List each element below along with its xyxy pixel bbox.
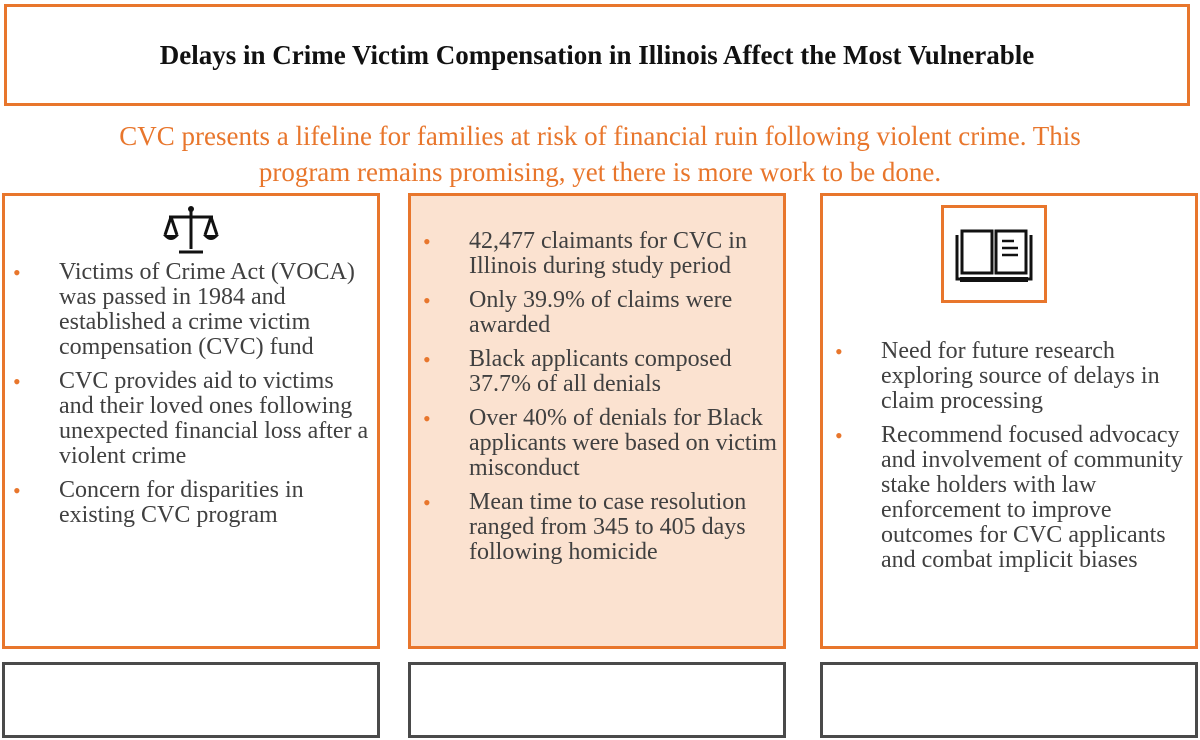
list-item bbox=[419, 288, 777, 338]
middle-panel bbox=[408, 193, 786, 649]
list-item bbox=[419, 406, 777, 481]
left-bullet-list bbox=[9, 260, 371, 537]
list-item bbox=[9, 369, 371, 469]
bullet-icon: • bbox=[423, 229, 431, 254]
list-item bbox=[9, 260, 371, 360]
list-item-text: Mean time to case resolution ranged from 345 to 405 days following homicide bbox=[469, 489, 747, 565]
list-item-text: Need for future research exploring source of delays in claim processing bbox=[881, 338, 1160, 414]
list-item bbox=[419, 229, 777, 279]
bullet-icon: • bbox=[423, 406, 431, 431]
list-item-text: Victims of Crime Act (VOCA) was passed in 1984 and established a crime victim compensation (CVC) fund bbox=[59, 259, 355, 360]
page-title: Delays in Crime Victim Compensation in Illinois Affect the Most Vulnerable bbox=[159, 39, 1035, 70]
list-item bbox=[831, 423, 1189, 573]
list-item bbox=[831, 339, 1189, 414]
right-bullet-list bbox=[831, 339, 1189, 582]
title-box bbox=[4, 4, 1190, 106]
scales-of-justice-icon bbox=[161, 205, 221, 257]
bullet-icon: • bbox=[835, 423, 843, 448]
list-item bbox=[9, 478, 371, 528]
subtitle bbox=[0, 118, 1200, 190]
list-item-text: CVC provides aid to victims and their loved ones following unexpected financial loss after a violent crime bbox=[59, 368, 369, 469]
book-icon-frame bbox=[941, 205, 1047, 303]
empty-box-left bbox=[2, 662, 380, 738]
bullet-icon: • bbox=[835, 339, 843, 364]
bullet-icon: • bbox=[423, 347, 431, 372]
list-item-text: Black applicants composed 37.7% of all denials bbox=[469, 346, 732, 397]
bullet-icon: • bbox=[13, 260, 21, 285]
right-panel bbox=[820, 193, 1198, 649]
list-item bbox=[419, 490, 777, 565]
subtitle-line-2: program remains promising, yet there is more work to be done. bbox=[258, 157, 942, 187]
list-item-text: Recommend focused advocacy and involvement of community stake holders with law enforcement to improve outcomes for CVC applicants and combat implicit biases bbox=[881, 422, 1183, 573]
middle-bullet-list bbox=[419, 229, 777, 574]
subtitle-line-1: CVC presents a lifeline for families at risk of financial ruin following violent crime. This bbox=[119, 121, 1081, 151]
bullet-icon: • bbox=[13, 478, 21, 503]
bullet-icon: • bbox=[13, 369, 21, 394]
list-item bbox=[419, 347, 777, 397]
list-item-text: 42,477 claimants for CVC in Illinois during study period bbox=[469, 228, 747, 279]
left-panel bbox=[2, 193, 380, 649]
list-item-text: Over 40% of denials for Black applicants were based on victim misconduct bbox=[469, 405, 777, 481]
empty-box-right bbox=[820, 662, 1198, 738]
bullet-icon: • bbox=[423, 490, 431, 515]
list-item-text: Only 39.9% of claims were awarded bbox=[469, 287, 733, 338]
open-book-icon bbox=[954, 223, 1034, 285]
list-item-text: Concern for disparities in existing CVC program bbox=[59, 477, 304, 528]
empty-box-middle bbox=[408, 662, 786, 738]
bullet-icon: • bbox=[423, 288, 431, 313]
